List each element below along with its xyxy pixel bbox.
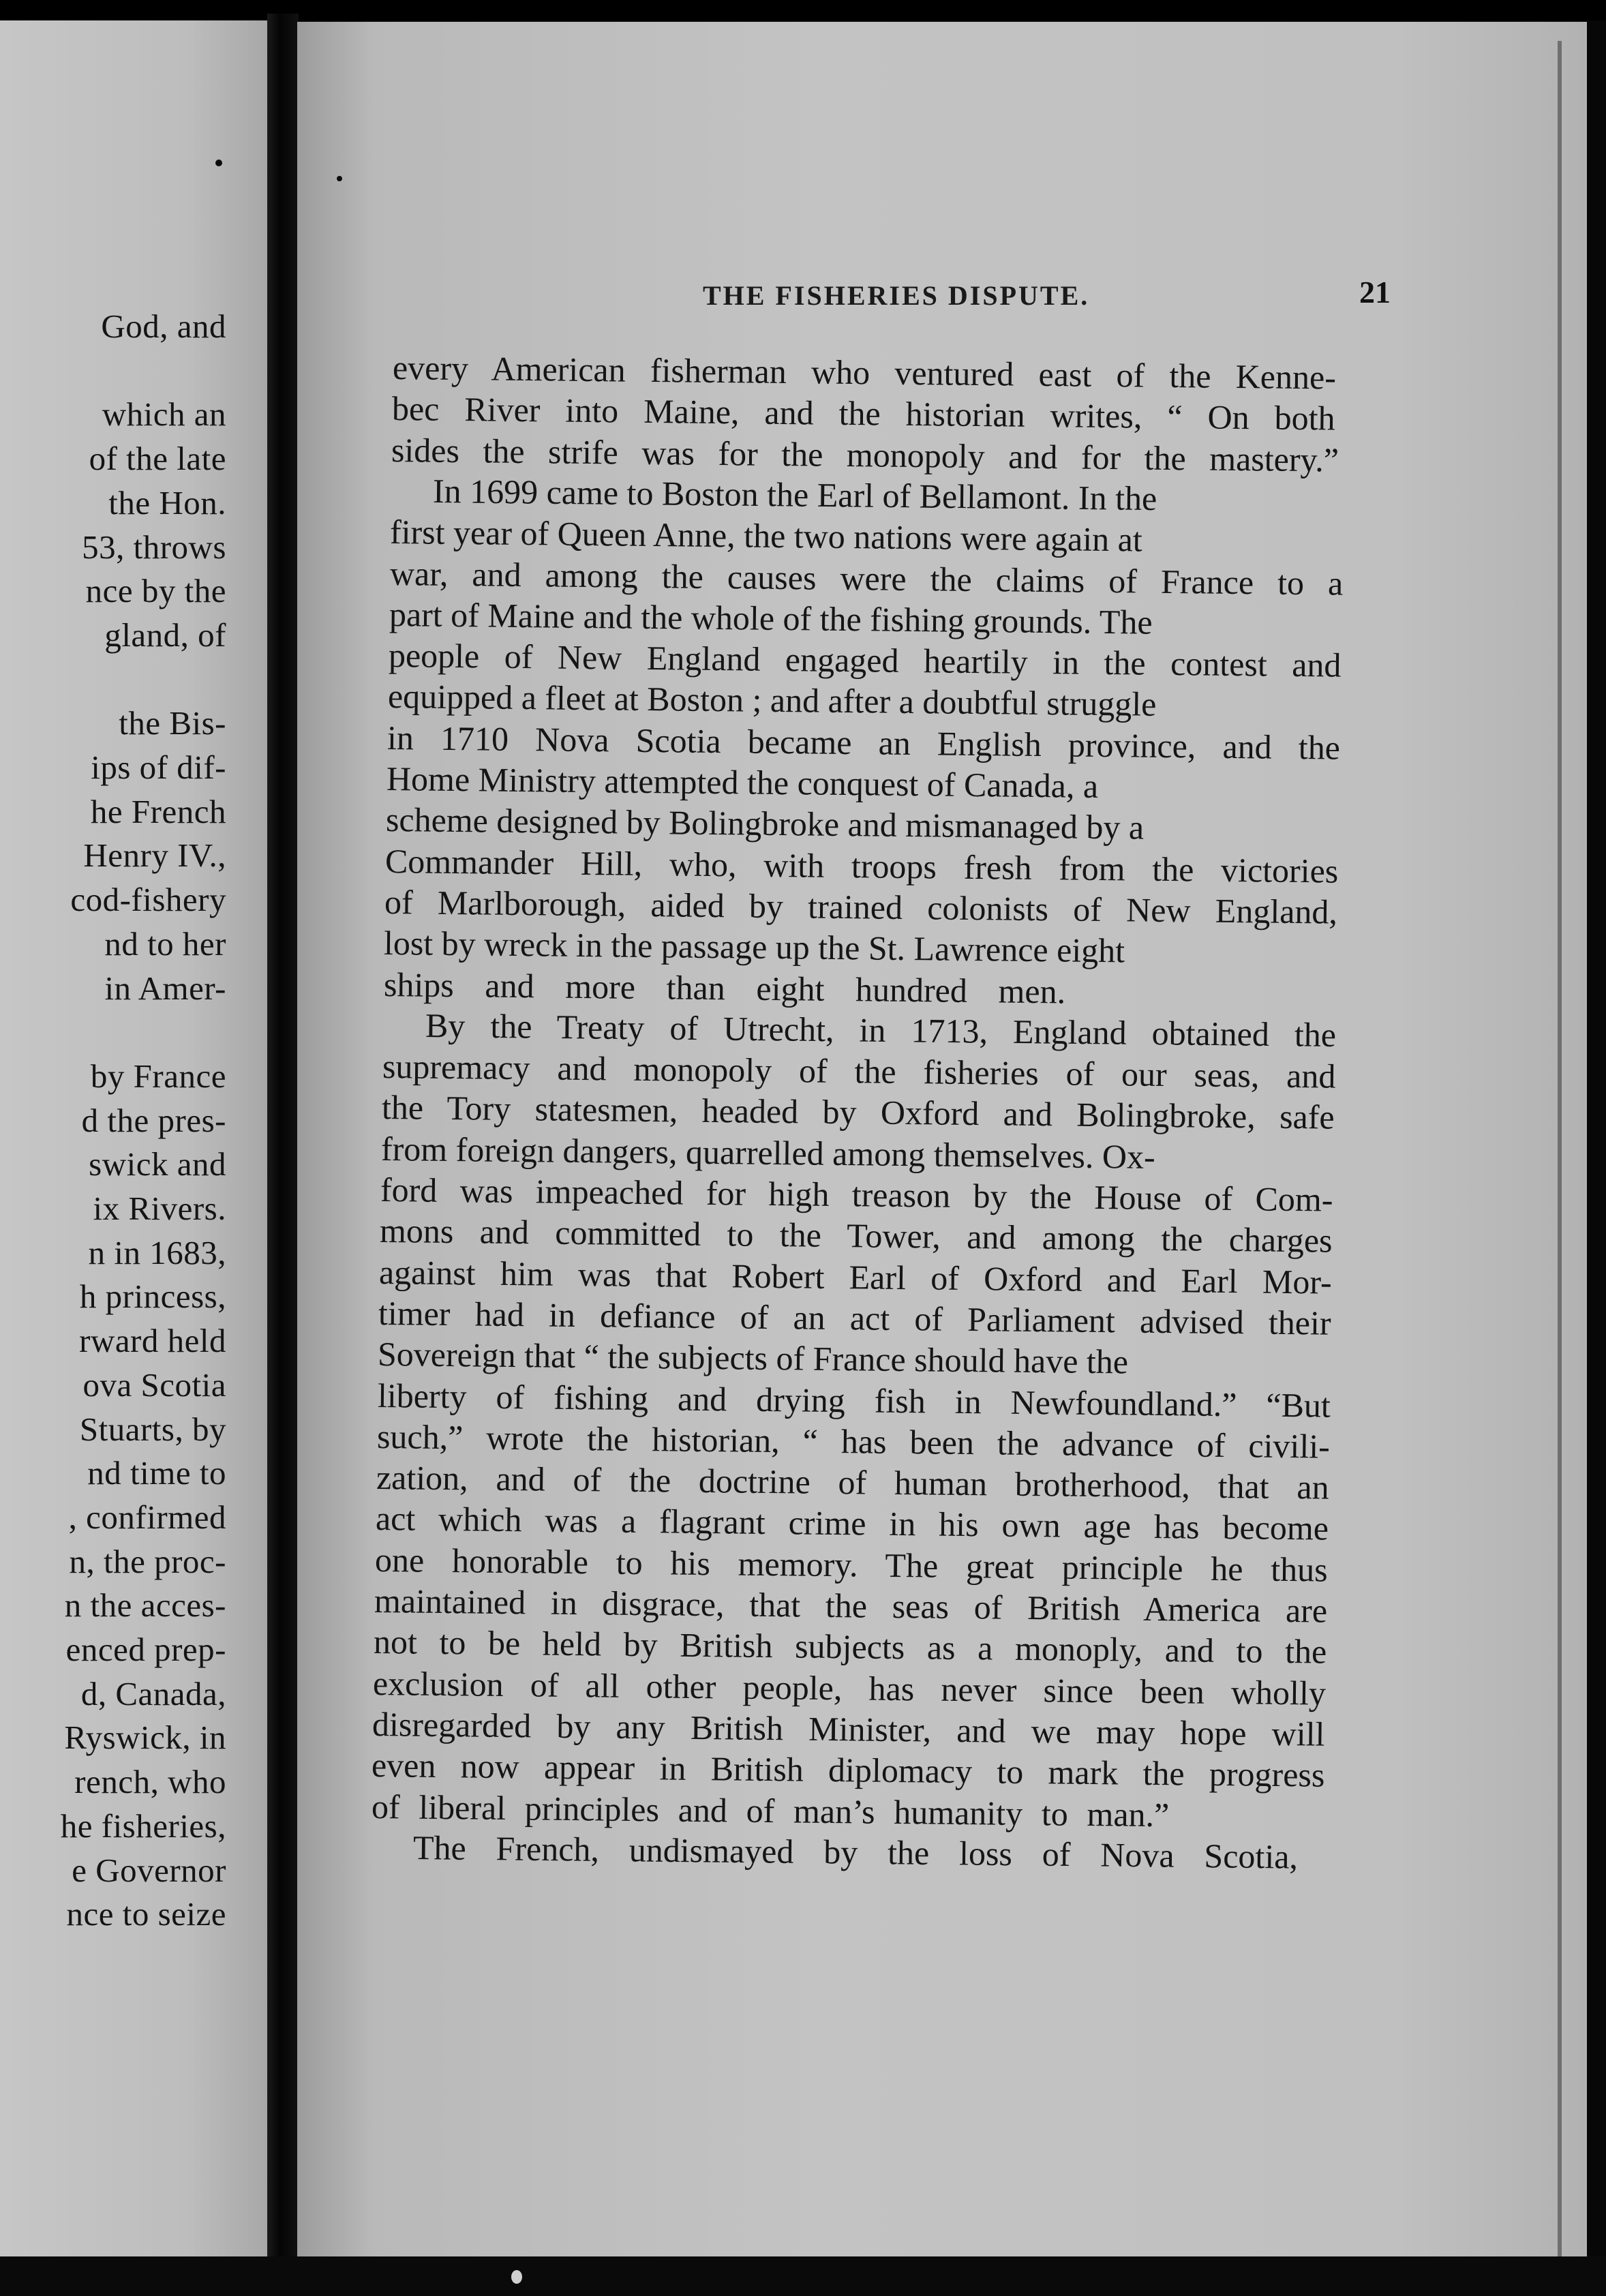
previous-page-line: ix Rivers.: [93, 1190, 226, 1227]
text-line: first year of Queen Anne, the two nations were again at: [389, 513, 1143, 559]
previous-page-line: cod-fishery: [70, 881, 226, 919]
text-line: supremacy and monopoly of the fisheries of our seas, and: [382, 1047, 1336, 1096]
previous-page-line: ova Scotia: [82, 1365, 226, 1404]
previous-page-line: gland, of: [104, 616, 226, 654]
text-line: bec River into Maine, and the historian writes, “ On both: [391, 389, 1335, 438]
text-line: sides the strife was for the monopoly and for the mastery.”: [391, 430, 1339, 479]
text-line: of Marlborough, aided by trained colonists of New England,: [384, 882, 1338, 931]
text-line: Sovereign that “ the subjects of France should have the: [377, 1335, 1129, 1381]
text-line: from foreign dangers, quarrelled among themselves. Ox-: [380, 1129, 1155, 1176]
page-header: [297, 274, 1587, 315]
text-line: liberty of fishing and drying fish in Newfoundland.” “But: [377, 1376, 1331, 1425]
previous-page-fragment: [0, 20, 267, 2263]
previous-page-line: enced prep-: [65, 1631, 226, 1668]
previous-page-line: God, and: [101, 307, 226, 345]
text-line: ford was impeached for high treason by the House of Com-: [380, 1170, 1333, 1219]
previous-page-line: the Hon.: [108, 483, 226, 522]
previous-page-line: in Amer-: [104, 969, 226, 1007]
book-gutter: [267, 14, 299, 2270]
previous-page-line: Stuarts, by: [79, 1410, 226, 1448]
previous-page-line: e Governor: [72, 1851, 226, 1889]
scan-speck: [511, 2270, 522, 2284]
text-line: even now appear in British diplomacy to mark the progress: [371, 1746, 1325, 1794]
previous-page-line: by France: [90, 1057, 226, 1095]
text-line: Commander Hill, who, with troops fresh from the victories: [384, 841, 1339, 890]
text-line: lost by wreck in the passage up the St. Lawrence eight: [383, 924, 1125, 970]
text-line: the Tory statesmen, headed by Oxford and Bolingbroke, safe: [381, 1088, 1335, 1137]
text-line: one honorable to his memory. The great principle he thus: [374, 1540, 1328, 1589]
text-line: timer had in defiance of an act of Parliament advised their: [378, 1293, 1331, 1342]
scan-speck: [337, 176, 342, 181]
text-line: part of Maine and the whole of the fishing grounds. The: [389, 594, 1153, 641]
previous-page-line: d, Canada,: [80, 1674, 226, 1712]
previous-page-line: the Bis-: [119, 704, 226, 742]
scan-speck: [215, 160, 222, 166]
text-line: ships and more than eight hundred men.: [383, 965, 1066, 1010]
previous-page-line: rench, who: [74, 1763, 226, 1801]
previous-page-line: he French: [90, 792, 226, 830]
page-edge-shadow: [1558, 41, 1562, 2256]
text-line: every American fisherman who ventured east of the Kenne-: [392, 348, 1337, 397]
previous-page-line: 53, throws: [82, 528, 226, 566]
previous-page-line: he fisheries,: [60, 1807, 226, 1845]
text-line: against him was that Robert Earl of Oxford and Earl Mor-: [378, 1252, 1333, 1301]
previous-page-line: nce by the: [85, 572, 226, 610]
previous-page-line: nd to her: [104, 924, 226, 963]
previous-page-line: of the late: [89, 440, 226, 478]
previous-page-line: Henry IV.,: [83, 836, 226, 875]
text-line: such,” wrote the historian, “ has been the advance of civili-: [376, 1417, 1331, 1466]
running-head: THE FISHERIES DISPUTE.: [703, 280, 1090, 311]
text-line: war, and among the causes were the claims of France to a: [389, 554, 1344, 603]
previous-page-line: d the pres-: [81, 1101, 226, 1139]
text-line: By the Treaty of Utrecht, in 1713, England obtained the: [425, 1006, 1337, 1054]
text-line: zation, and of the doctrine of human brotherhood, that an: [376, 1458, 1329, 1507]
text-line: In 1699 came to Boston the Earl of Bellamont. In the: [432, 471, 1157, 518]
text-line: Home Ministry attempted the conquest of Canada, a: [386, 759, 1099, 805]
text-line: disregarded by any British Minister, and we may hope will: [372, 1704, 1325, 1753]
page: [297, 22, 1587, 2256]
scan-bottom-border: [0, 2256, 1606, 2296]
previous-page-line: Ryswick, in: [64, 1719, 226, 1757]
text-line: act which was a flagrant crime in his own age has become: [375, 1499, 1329, 1548]
previous-page-line: swick and: [89, 1145, 226, 1183]
text-line: The French, undismayed by the loss of Nova Scotia,: [412, 1828, 1299, 1876]
text-line: of liberal principles and of man’s humanity to man.”: [371, 1787, 1170, 1834]
previous-page-line: , confirmed: [68, 1498, 226, 1536]
previous-page-line: nd time to: [87, 1454, 226, 1492]
text-line: equipped a fleet at Boston ; and after a doubtful struggle: [387, 677, 1157, 724]
text-line: scheme designed by Bolingbroke and mismanaged by a: [385, 800, 1145, 847]
previous-page-line: ips of dif-: [91, 749, 226, 786]
previous-page-line: h princess,: [79, 1278, 226, 1316]
text-line: people of New England engaged heartily in the contest and: [388, 636, 1342, 684]
text-line: in 1710 Nova Scotia became an English province, and the: [387, 718, 1341, 767]
text-line: exclusion of all other people, has never since been wholly: [372, 1663, 1327, 1712]
previous-page-line: which an: [102, 395, 226, 434]
previous-page-line: n the acces-: [64, 1586, 226, 1625]
text-line: not to be held by British subjects as a monoply, and to the: [373, 1622, 1327, 1671]
previous-page-line: n, the proc-: [69, 1542, 226, 1580]
scan-top-border: [0, 0, 1606, 20]
previous-page-line: nce to seize: [66, 1895, 226, 1933]
text-line: maintained in disgrace, that the seas of British America are: [374, 1582, 1328, 1630]
text-line: mons and committed to the Tower, and among the charges: [379, 1211, 1333, 1260]
previous-page-line: rward held: [79, 1322, 226, 1360]
page-number: 21: [1359, 275, 1391, 309]
previous-page-line: n in 1683,: [88, 1233, 226, 1271]
